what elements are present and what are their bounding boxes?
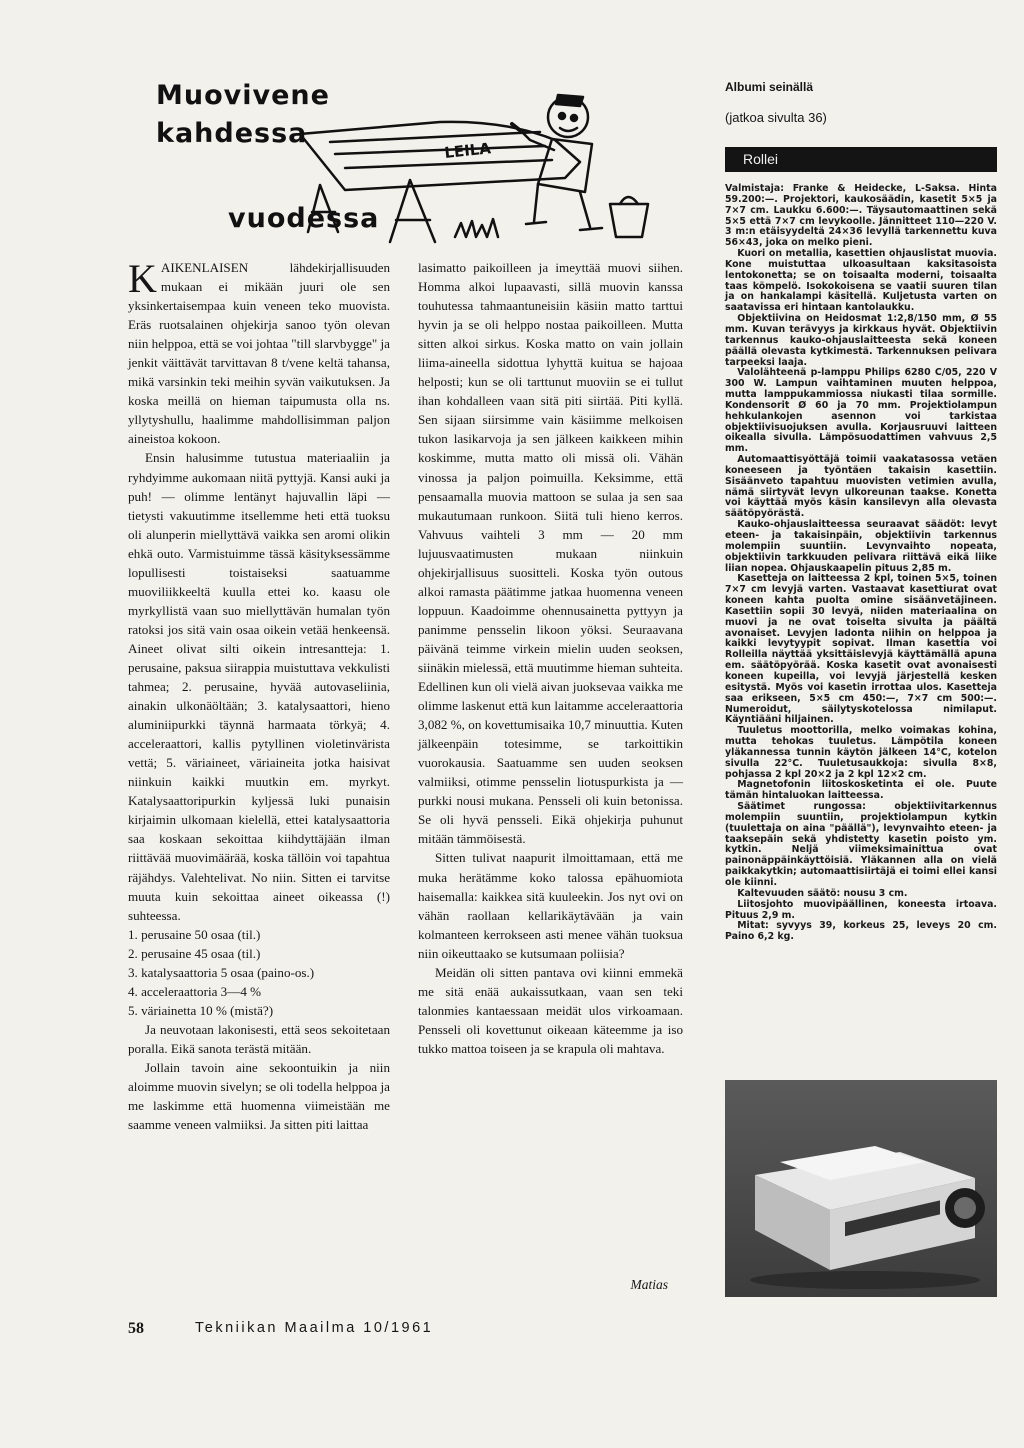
spec-paragraph: Automaattisyöttäjä toimii vaakatasossa vetäen koneeseen ja työntäen takaisin kasettiin. Sisäänveto tapahtuu muovisten vetimien avulla, nämä siirtyvät levyn ulkoreunan taakse. Konetta voi käyttää myös käsin kansilevyn alla olevasta säätöpyörästä. <box>725 454 997 520</box>
spec-paragraph: Säätimet rungossa: objektiivitarkennus molempiin suuntiin, projektiolampun kytkin (tuulettaja on aina "päällä"), levynvaihto eteen- ja taaksepäin sekä yhdistetty kasetin poisto ym. kytkin. Neljä viimeksimainittua ovat painonäppäinkäyttöisiä. Yläkannen alla on vielä paikkakytkin; automaattisiirtäjä ei toimi ellei kansi ole kiinni. <box>725 801 997 888</box>
page-number: 58 <box>128 1320 144 1337</box>
sidebar-header <box>725 80 997 125</box>
sidebar-section-bar: Rollei <box>725 147 997 172</box>
headline-line-2: kahdessa <box>156 118 308 149</box>
slide-projector-photo-icon <box>725 1080 997 1297</box>
article-paragraph: Ensin halusimme tutustua materiaaliin ja ryhdyimme aukomaan niitä pyttyjä. Kansi auki ja puh! — olimme lentänyt hajuvallin läpi — tietysti vakuutimme itsellemme heti että tuoksu oli alunperin miellyttävä vaikka sen aromi olikin ehkä outo. Varmistuimme tässä käsityksessämme lopullisesti toistaiseksi saatuamme muoviliikkeeltä kuulla ettei ko. kaasu ole myrkyllistä vaan suo miellyttävän humalan työn ratoksi jos sitä vain osaa oikein vetää henkeensä. Aineet olivat silti oikein intresantteja: 1. perusaine, paksua siirappia muistuttava vekkulisti tahmea; 2. perusaine, hyvää autovaseliinia, ainakin ulkonäöltään; 3. katalysaattori, hieno aluminiipurkki täynnä harmaata törkyä; 4. acceleraattori, kallis pytyllinen violetinvärista vettä; 5. väriaineet, väriaineita jotka haisivat niinkuin kaikki muutkin em. myrkyt. Katalysaattoripurkin kyljessä luki punaisin kirjaimin ulkomaan kielellä, ettei katalysaattoria saa koskaan sekoittaa kiihdyttäjään ilman riittävää muovimäärää, koska tällöin voi tapahtua räjähdys. Valehtelivat. No niin. Sitten ei tarvitse muuta kuin sekoittaa aineet oikeassa (!) suhteessa. <box>128 450 390 923</box>
spec-paragraph: Liitosjohto muovipäällinen, koneesta irtoava. Pituus 2,9 m. <box>725 898 997 921</box>
recipe-list-item: 5. väriainetta 10 % (mistä?) <box>128 1002 274 1018</box>
article-column-2 <box>418 258 683 1058</box>
recipe-list-item: 4. acceleraattoria 3—4 % <box>128 983 262 999</box>
spec-paragraph: Valmistaja: Franke & Heidecke, L-Saksa. Hinta 59.200:—. Projektori, kaukosäädin, kasetit 5×5 ja 7×7 cm. Laukku 6.600:—. Täysautomaattinen sekä 5×5 että 7×7 cm levykoolle. Jännitteet 110—220 V. 3 m:n etäisyydeltä 24×36 levyllä tarkennettu kuva 56×43, joka on melko pieni. <box>725 183 997 249</box>
sidebar-spec-text <box>725 184 997 943</box>
boat-building-cartoon-icon <box>290 62 670 252</box>
spec-paragraph: Mitat: syvyys 39, korkeus 25, leveys 20 cm. Paino 6,2 kg. <box>725 920 997 943</box>
recipe-list-item: 1. perusaine 50 osaa (til.) <box>128 926 261 942</box>
article-paragraph: Jollain tavoin aine sekoontuikin ja niin aloimme muovin sivelyn; se oli todella helppoa ja me laskimme että huomenna viimeistään me saamme veneen valmiiksi. Ja sitten piti laittaa <box>128 1059 390 1133</box>
article-paragraph: Ja neuvotaan lakonisesti, että seos sekoitetaan poralla. Eikä sanota terästä mitään. <box>128 1021 390 1056</box>
spec-paragraph: Kauko-ohjauslaitteessa seuraavat säädöt: levyt eteen- ja takaisinpäin, objektiivin tarkennus molempiin suuntiin. Levynvaihto nopeata, objektiivin tarkkuuden pelivara riittävä eikä liike liian nopea. Ohjauskaapelin pituus 2,85 m. <box>725 519 997 574</box>
magazine-issue: Tekniikan Maailma 10/1961 <box>195 1320 434 1336</box>
headline-line-3: vuodessa <box>228 203 380 234</box>
sidebar-title: Albumi seinällä <box>725 80 814 94</box>
article-paragraph: lasimatto paikoilleen ja imeyttää muovi siihen. Homma alkoi lupaavasti, sillä muovin kanssa touhutessa tahmaantuneisiin käsiin matto tarttui hyvin ja se oli helppo nostaa paikoilleen. Mutta sitten alkoi sirkus. Koska matto on vain jollain liima-aineella sidottua lyhyttä kuitua se hajoaa helposti; kun se oli tarttunut muoviin se ei tullut ihan kohdalleen vaan sitä piti siirtää. Piti kyllä. Sen sijaan siirsimme vain käsiimme melkoisen tukon lasikarvoja ja sen jälkeen kaikkeen mihin koskimme, mutta matto oli missä oli. Vähän vinossa ja paljon poimuilla. Keksimme, että pensaamalla muovia mattoon se sulaa ja sen saa mukautumaan runkoon. Siitä tuli hieno kerros. Vahvuus vaihteli 3 mm — 20 mm lujuusvaatimusten mukaan niinkuin ohjekirjallisuus suositteli. Koska työn outous alkoi ramasta päätimme jatkaa huomenna veneen loppuun. Kaadoimme ohennusainetta pyttyyn ja panimme pensselin likoon yöksi. Seuraavana päivänä teimme virkein mielin uuden seoksen, siinäkin mielessä, että muutimme hieman suhteita. Edellinen kun oli vielä aivan juoksevaa vaikka me olimme laskenut että kun laitamme acceleraattoria 3,082 %, on kovettumisaika 10,7 minuuttia. Kuten jälkeenpäin totesimme, se tarkoittikin vuorokausia. Saatuamme sen uuden seoksen valmiiksi, otimme pensselin liotuspurkista ja — purkki nousi mukana. Pensseli oli kuin betonissa. Se oli hyvä pensseli. Eikä ohjekirja puhunut mitään tämmöisestä. <box>418 260 683 847</box>
drop-cap: K <box>128 256 157 301</box>
author-signature: Matias <box>630 1277 668 1292</box>
spec-paragraph: Objektiivina on Heidosmat 1:2,8/150 mm, Ø 55 mm. Kuvan terävyys ja kirkkaus hyvät. Objektiivin tarkennus kauko-ohjauslaitteesta sekä koneen päällä olevasta kytkimestä. Tarkennuksen pelivara tarpeeksi laaja. <box>725 313 997 368</box>
headline-line-1: Muovivene <box>156 80 330 111</box>
boat-name-label: LEILA <box>443 139 492 162</box>
article-column-1 <box>128 258 390 1134</box>
spec-paragraph: Valolähteenä p-lamppu Philips 6280 C/05, 220 V 300 W. Lampun vaihtaminen muuten helppoa, mutta lamppukammiossa niukasti tilaa sormille. Kondensorit Ø 60 ja 70 mm. Projektiolampun hehkulankojen asennon voi tarkistaa objektiivisuojuksen avulla. Korjausruuvi laitteen oikealla sivulla. Lämpösuodattimen vahvuus 2,5 mm. <box>725 367 997 455</box>
article-paragraph: Meidän oli sitten pantava ovi kiinni emmekä me sitä enää aukaissutkaan, vaan sen teki talonmies kantaessaan meidät ulos virkoamaan. Pensseli oli kovettunut oikeaan käteemme ja iso tukko mattoa toiseen ja se krapula oli mahtava. <box>418 964 683 1056</box>
spec-paragraph: Tuuletus moottorilla, melko voimakas kohina, mutta tehokas tuuletus. Lämpötila koneen yläkannessa tunnin käytön jälkeen 14°C, kotelon sivulla 22°C. Tuuletusaukkoja: sivulla 8×8, pohjassa 2 kpl 20×2 ja 2 kpl 12×2 cm. <box>725 725 997 780</box>
spec-paragraph: Kuori on metallia, kasettien ohjauslistat muovia. Kone muistuttaa ulkoasultaan kaksitasoista lentokonetta; se on toisaalta moderni, toisaalta taas kömpelö. Isokokoisena se vaatii suuren tilan ja on hankalampi käsitellä. Kuljetusta varten on saatavissa eri hintaan kantolaukku. <box>725 248 997 314</box>
spec-paragraph: Kaltevuuden säätö: nousu 3 cm. <box>737 887 908 899</box>
article-paragraph: Sitten tulivat naapurit ilmoittamaan, että me muka herätämme koko talossa epähuomiota haisemalla: kaikkea sitä kuuleekin. Jos nyt ovi on vähän raollaan kellarikäytävään ja vain kolmanteen kerrokseen asti menee vähän tuoksua niin oikeuttaako se kutsumaan poliisia? <box>418 850 683 961</box>
recipe-list-item: 3. katalysaattoria 5 osaa (paino-os.) <box>128 964 315 980</box>
recipe-list-item: 2. perusaine 45 osaa (til.) <box>128 945 261 961</box>
sidebar-continued-note: (jatkoa sivulta 36) <box>725 110 827 125</box>
spec-paragraph: Kasetteja on laitteessa 2 kpl, toinen 5×5, toinen 7×7 cm levyjä varten. Vastaavat kasettiurat ovat koneen kahta puolta omine sisäänvetäjineen. Kasettiin sopii 30 levyä, niiden materiaalina on muovi ja ne ovat toiselta sivulta ja päältä avonaiset. Levyjen ladonta niihin on helppoa ja kaikki levytyypit sopivat. Ilman kasettia voi Rolleilla näyttää yksittäislevyjä käyttämällä apuna em. säätöpyörää. Koska kasetit ovat avonaisesti koneen kupeilla, voi levyjä järjestellä kesken esitystä. Myös voi kasetin irrottaa ulos. Kasetteja saa erikseen, 5×5 cm 450:—, 7×7 cm 500:—. Numeroidut, säilytyskotelossa nimilaput. Käyntiääni hiljainen. <box>725 573 997 726</box>
article-paragraph: AIKENLAISEN lähdekirjallisuuden mukaan ei mikään juuri ole sen yksinkertaisempaa kuin veneen teko muovista. Eräs ruotsalainen ohjekirja sanoo työn olevan niin helppoa, että se voi johtaa "till slarvbygge" ja jenkit väittävät tarvittavan 8 t/vene keltä tahansa, mikä varsinkin teki meihin syvän vaikutuksen. Ja koska meillä on hieman taipumusta olla ns. yllytyshullu, haalimme mahdollisimman paljon aineistoa kokoon. <box>128 260 390 447</box>
spec-paragraph: Magnetofonin liitoskosketinta ei ole. Puute tämän hintaluokan laitteessa. <box>725 779 997 802</box>
article-intro-paragraph <box>128 258 390 448</box>
